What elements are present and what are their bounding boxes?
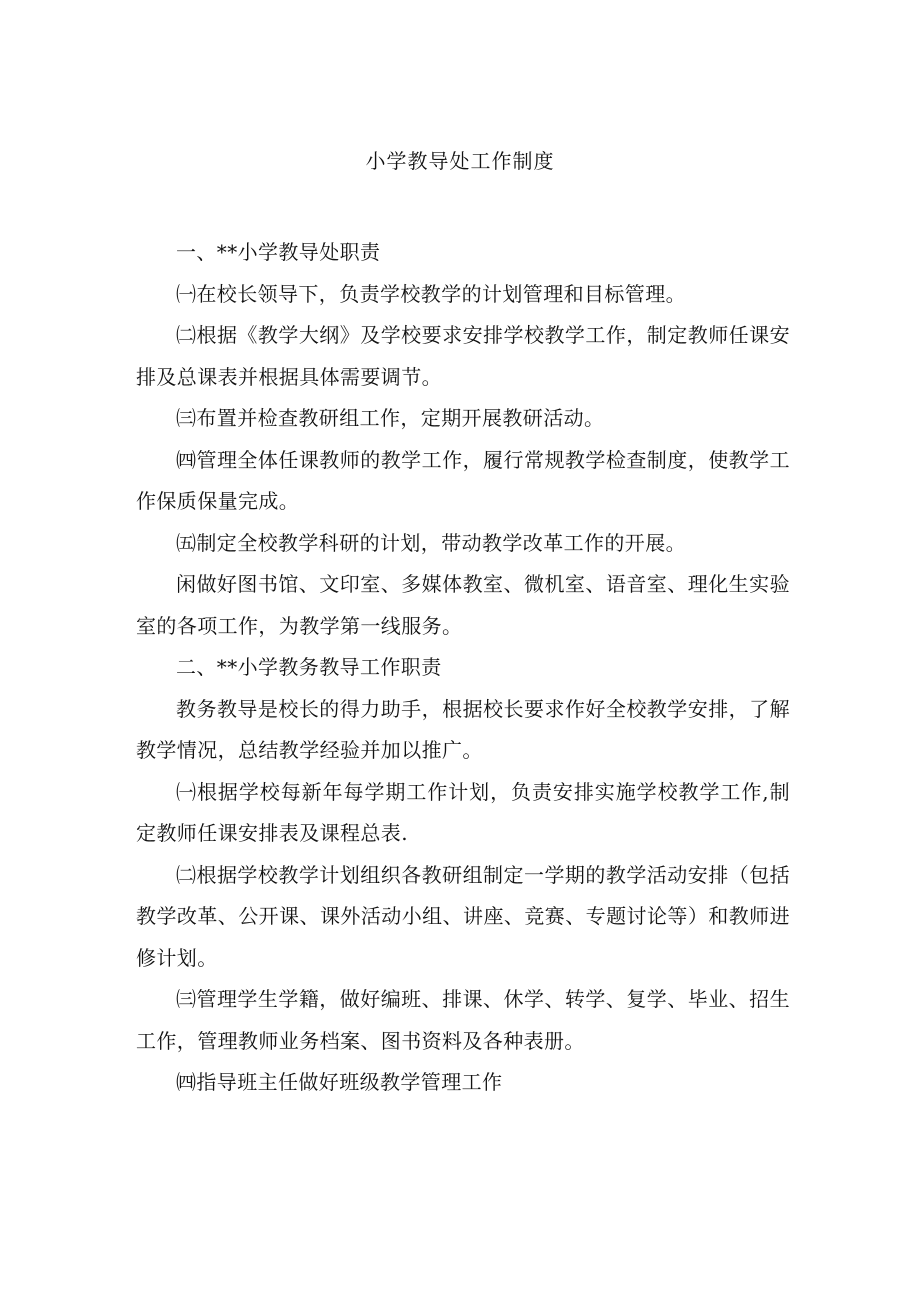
paragraph: ㈣管理全体任课教师的教学工作，履行常规教学检查制度，使教学工作保质保量完成。 xyxy=(136,447,790,513)
paragraph: 教务教导是校长的得力助手，根据校长要求作好全校教学安排，了解教学情况，总结教学经验并加以推广。 xyxy=(136,696,790,762)
paragraph: ㈢管理学生学籍，做好编班、排课、休学、转学、复学、毕业、招生工作，管理教师业务档案、图书资料及各种表册。 xyxy=(136,987,790,1053)
paragraph: ㈤制定全校教学科研的计划，带动教学改革工作的开展。 xyxy=(176,530,686,555)
paragraph: ㈣指导班主任做好班级教学管理工作 xyxy=(176,1070,503,1094)
document-title: 小学教导处工作制度 xyxy=(365,149,555,173)
paragraph: ㈢布置并检查教研组工作，定期开展教研活动。 xyxy=(176,406,605,430)
document-body xyxy=(136,232,790,1104)
paragraph: 闲做好图书馆、文印室、多媒体教室、微机室、语音室、理化生实验室的各项工作，为教学第一线服务。 xyxy=(136,572,790,638)
paragraph: ㈠根据学校每新年每学期工作计划，负责安排实施学校教学工作,制定教师任课安排表及课程总表. xyxy=(136,779,790,845)
paragraph: ㈠在校长领导下，负责学校教学的计划管理和目标管理。 xyxy=(176,281,686,306)
section-heading-2: 二、**小学教务教导工作职责 xyxy=(176,655,442,679)
section-heading-1: 一、**小学教导处职责 xyxy=(176,240,381,264)
paragraph: ㈡根据《教学大纲》及学校要求安排学校教学工作，制定教师任课安排及总课表并根据具体需要调节。 xyxy=(136,323,790,389)
paragraph: ㈡根据学校教学计划组织各教研组制定一学期的教学活动安排（包括教学改革、公开课、课外活动小组、讲座、竞赛、专题讨论等）和教师进修计划。 xyxy=(136,862,790,970)
